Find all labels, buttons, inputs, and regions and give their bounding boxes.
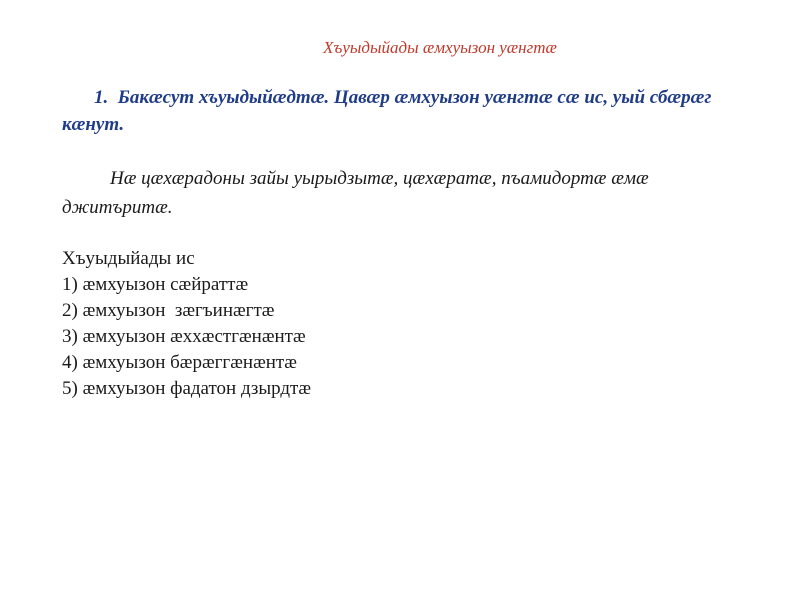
answer-options — [62, 246, 752, 402]
task-number: 1. — [94, 87, 109, 108]
list-item: 2) æмхуызон зæгъинæгтæ — [62, 300, 275, 321]
list-item: 1) æмхуызон сæйраттæ — [62, 274, 249, 295]
task-text: Бакæсут хъуыдыйæдтæ. Цавæр æмхуызон уæнгтæ сæ ис, уый сбæрæг кæнут. — [62, 87, 712, 135]
slide-title: Хъуыдыйады æмхуызон уæнгтæ — [323, 38, 557, 57]
task-paragraph — [62, 84, 752, 138]
list-item: 4) æмхуызон бæрæггæнæнтæ — [62, 352, 297, 373]
example-sentence — [62, 164, 752, 222]
list-item: 3) æмхуызон æххæстгæнæнтæ — [62, 326, 306, 347]
list-heading: Хъуыдыйады ис — [62, 248, 195, 269]
list-item: 5) æмхуызон фадатон дзырдтæ — [62, 378, 312, 399]
sentence-text: Нæ цæхæрадоны зайы уырыдзытæ, цæхæратæ, пъамидортæ æмæ джитъритæ. — [62, 168, 649, 218]
